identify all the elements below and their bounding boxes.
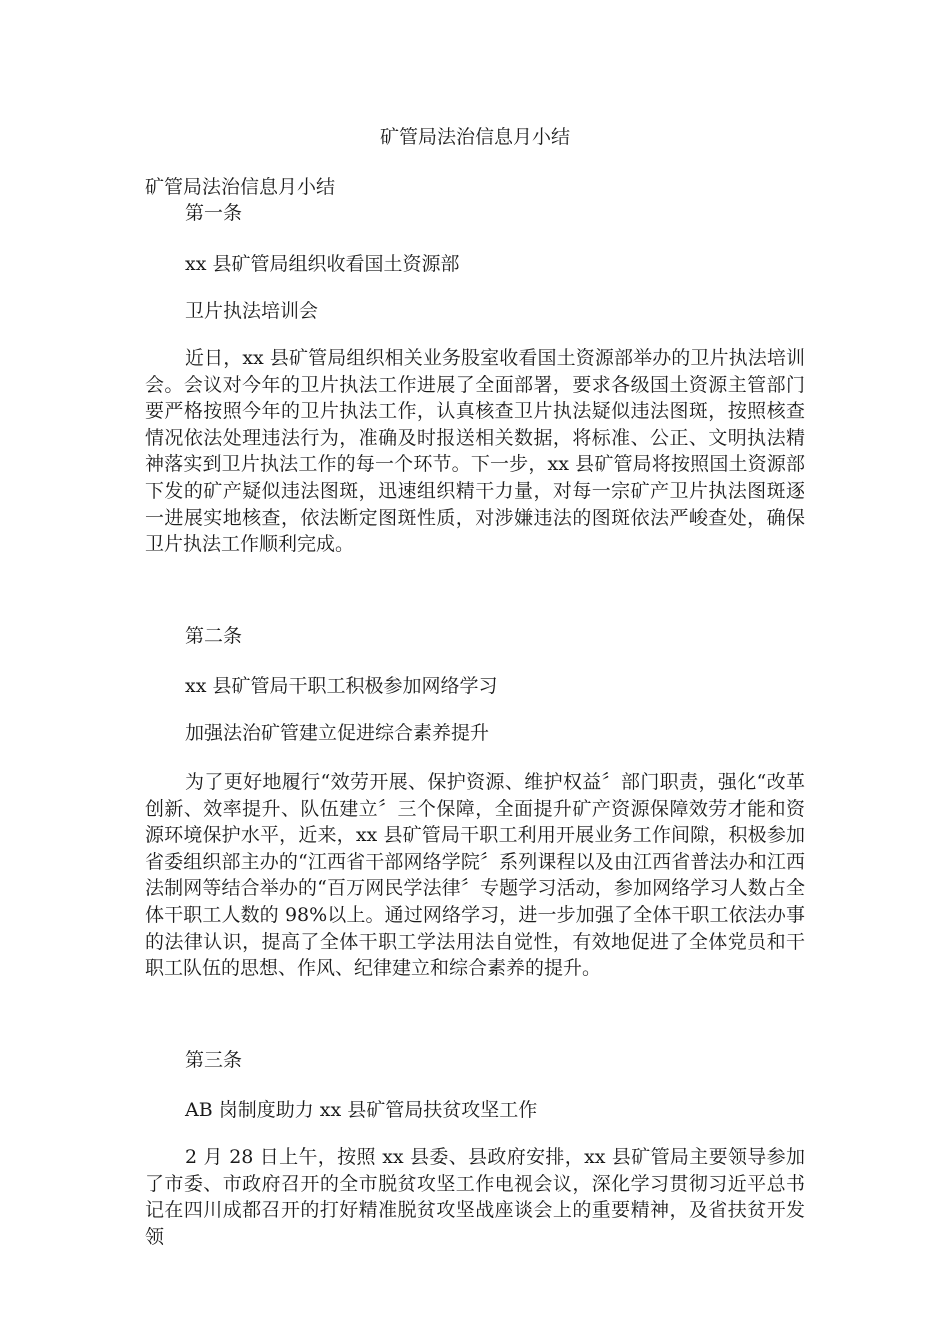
section-2-body: 为了更好地履行“效劳开展、保护资源、维护权益〞部门职责，强化“改革创新、效率提升、队伍建立〞三个保障，全面提升矿产资源保障效劳才能和资源环境保护水平，近来，xx 县矿管局干职工利用开展业务工作间隙，积极参加省委组织部主办的“江西省干部网络学院〞系列课程以及由江西省普法办和江西法制网等结合举办的“百万网民学法律〞专题学习活动，参加网络学习人数占全体干职工人数的 98%以上。通过网络学习，进一步加强了全体干职工依法办事的法律认识，提高了全体干职工学法用法自觉性，有效地促进了全体党员和干职工队伍的思想、作风、纪律建立和综合素养的提升。	[145, 771, 805, 980]
section-2-number: 第二条	[185, 625, 243, 647]
section-2-subheadline: 加强法治矿管建立促进综合素养提升	[185, 722, 490, 744]
document-subtitle: 矿管局法治信息月小结	[145, 176, 336, 198]
section-3-number: 第三条	[185, 1049, 243, 1071]
document-title: 矿管局法治信息月小结	[379, 126, 570, 148]
section-1-number: 第一条	[185, 202, 243, 224]
section-1-subheadline: 卫片执法培训会	[185, 300, 319, 322]
section-1-body: 近日，xx 县矿管局组织相关业务股室收看国土资源部举办的卫片执法培训会。会议对今年的卫片执法工作进展了全面部署，要求各级国土资源主管部门要严格按照今年的卫片执法工作，认真核查卫片执法疑似违法图斑，按照核查情况依法处理违法行为，准确及时报送相关数据，将标准、公正、文明执法精神落实到卫片执法工作的每一个环节。下一步，xx 县矿管局将按照国土资源部下发的矿产疑似违法图斑，迅速组织精干力量，对每一宗矿产卫片执法图斑逐一进展实地核查，依法断定图斑性质，对涉嫌违法的图斑依法严峻查处，确保卫片执法工作顺利完成。	[145, 347, 805, 556]
section-2-headline: xx 县矿管局干职工积极参加网络学习	[185, 675, 498, 697]
section-3-headline: AB 岗制度助力 xx 县矿管局扶贫攻坚工作	[185, 1099, 538, 1121]
section-1-headline: xx 县矿管局组织收看国土资源部	[185, 253, 460, 275]
section-3-body: 2 月 28 日上午，按照 xx 县委、县政府安排，xx 县矿管局主要领导参加了市委、市政府召开的全市脱贫攻坚工作电视会议，深化学习贯彻习近平总书记在四川成都召开的打好精准脱贫攻坚战座谈会上的重要精神，及省扶贫开发领	[145, 1146, 805, 1248]
